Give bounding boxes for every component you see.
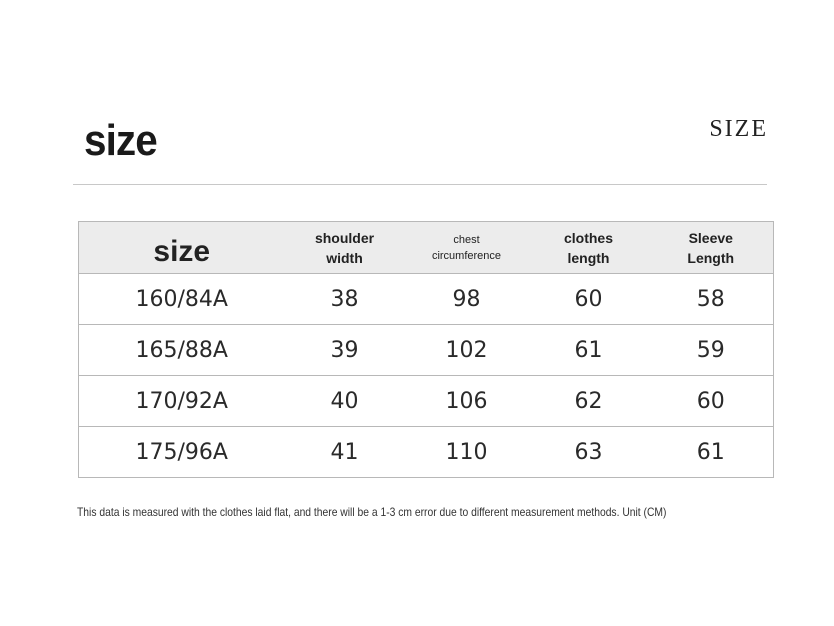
cell-clothes-length: 63	[529, 427, 649, 478]
table-row	[79, 376, 774, 427]
cell-chest: 102	[405, 325, 529, 376]
cell-sleeve-length: 61	[649, 427, 774, 478]
page-title-right: SIZE	[709, 116, 768, 142]
column-header-sleeve-length: Sleeve Length	[649, 222, 774, 274]
table-header-row	[79, 222, 774, 274]
cell-chest: 98	[405, 274, 529, 325]
table-row	[79, 325, 774, 376]
cell-size: 165/88A	[79, 325, 285, 376]
cell-sleeve-length: 59	[649, 325, 774, 376]
cell-clothes-length: 60	[529, 274, 649, 325]
cell-size: 170/92A	[79, 376, 285, 427]
cell-shoulder-width: 39	[285, 325, 405, 376]
cell-chest: 110	[405, 427, 529, 478]
divider	[73, 184, 767, 185]
column-header-chest-circumference: chest circumference	[405, 222, 529, 274]
cell-size: 175/96A	[79, 427, 285, 478]
measurement-note: This data is measured with the clothes laid flat, and there will be a 1-3 cm error due to different measurement methods. Unit (CM)	[77, 505, 667, 519]
column-header-clothes-length: clothes length	[529, 222, 649, 274]
cell-clothes-length: 61	[529, 325, 649, 376]
table-row	[79, 427, 774, 478]
cell-clothes-length: 62	[529, 376, 649, 427]
cell-sleeve-length: 60	[649, 376, 774, 427]
cell-shoulder-width: 38	[285, 274, 405, 325]
cell-shoulder-width: 40	[285, 376, 405, 427]
column-header-size: size	[79, 222, 285, 274]
cell-shoulder-width: 41	[285, 427, 405, 478]
table-row	[79, 274, 774, 325]
cell-size: 160/84A	[79, 274, 285, 325]
page-title: size	[84, 116, 157, 165]
cell-sleeve-length: 58	[649, 274, 774, 325]
column-header-shoulder-width: shoulder width	[285, 222, 405, 274]
cell-chest: 106	[405, 376, 529, 427]
size-table	[78, 221, 774, 478]
